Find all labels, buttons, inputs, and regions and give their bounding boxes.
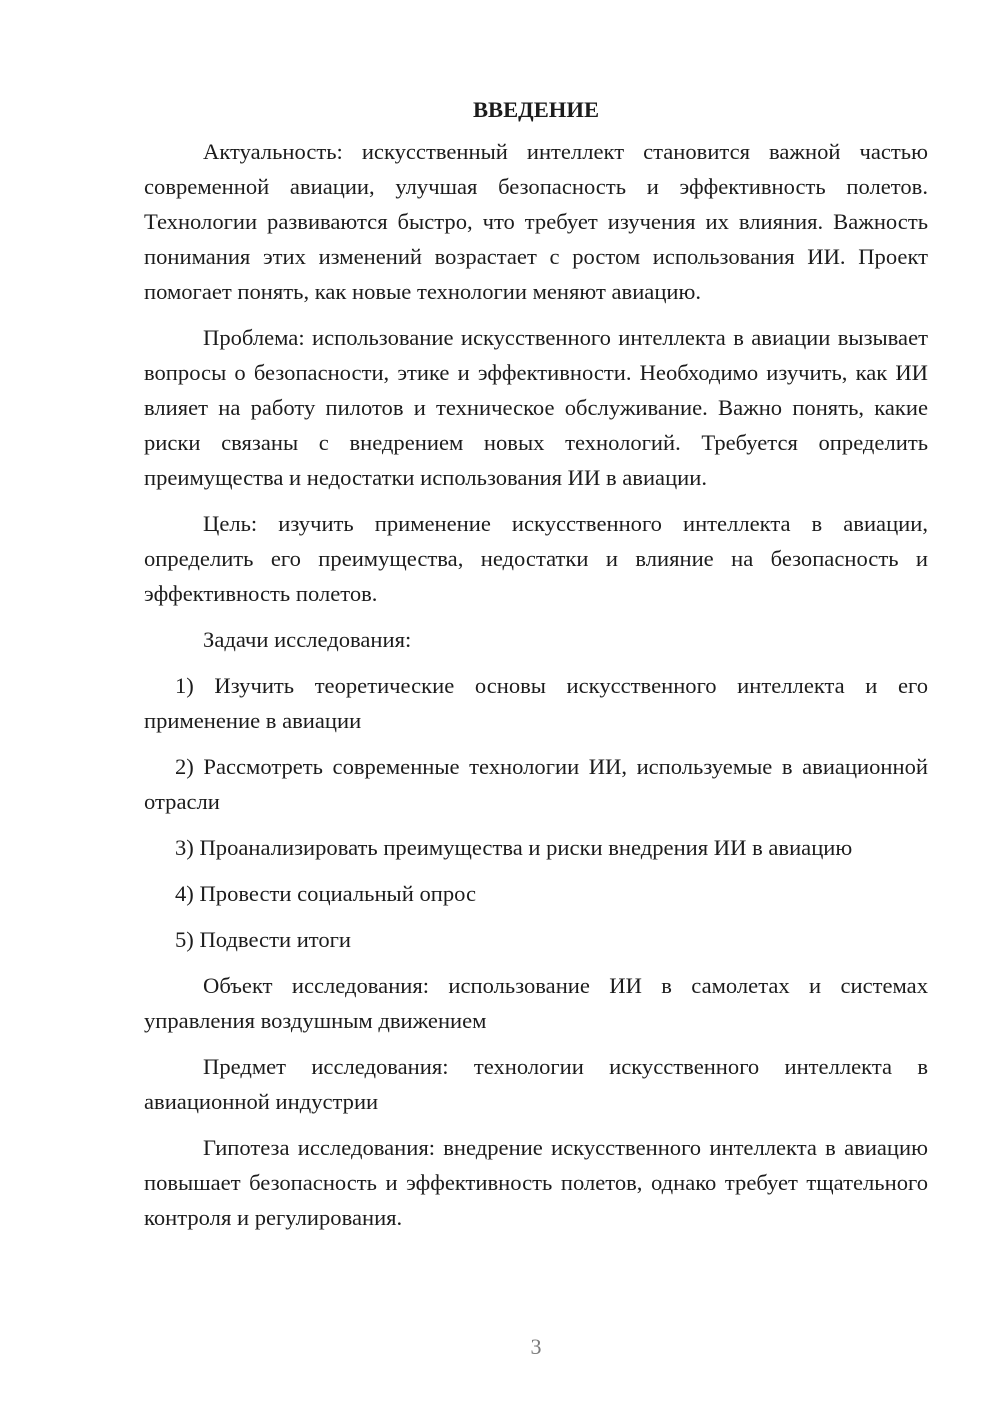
list-item: 2) Рассмотреть современные технологии ИИ, используемые в авиационной отрасли — [144, 754, 928, 814]
page-content — [144, 92, 928, 1235]
list-item: 5) Подвести итоги — [175, 927, 352, 952]
page-number: 3 — [530, 1334, 542, 1359]
page-title: ВВЕДЕНИЕ — [472, 97, 600, 122]
paragraph-hypothesis: Гипотеза исследования: внедрение искусственного интеллекта в авиацию повышает безопасность и эффективность полетов, однако требует тщательного контроля и регулирования. — [144, 1135, 928, 1230]
list-item: 1) Изучить теоретические основы искусственного интеллекта и его применение в авиации — [144, 673, 928, 733]
paragraph-problem: Проблема: использование искусственного интеллекта в авиации вызывает вопросы о безопасности, этике и эффективности. Необходимо изучить, как ИИ влияет на работу пилотов и техническое обслуживание. Важно понять, какие риски связаны с внедрением новых технологий. Требуется определить преимущества и недостатки использования ИИ в авиации. — [144, 325, 928, 490]
paragraph-object: Объект исследования: использование ИИ в самолетах и системах управления воздушным движением — [144, 973, 928, 1033]
list-item: 4) Провести социальный опрос — [175, 881, 477, 906]
list-item: 3) Проанализировать преимущества и риски внедрения ИИ в авиацию — [175, 835, 853, 860]
paragraph-goal: Цель: изучить применение искусственного интеллекта в авиации, определить его преимущества, недостатки и влияние на безопасность и эффективность полетов. — [144, 511, 928, 606]
tasks-list — [144, 668, 928, 957]
paragraph-subject: Предмет исследования: технологии искусственного интеллекта в авиационной индустрии — [144, 1054, 928, 1114]
paragraph-relevance: Актуальность: искусственный интеллект становится важной частью современной авиации, улучшая безопасность и эффективность полетов. Технологии развиваются быстро, что требует изучения их влияния. Важность понимания этих изменений возрастает с ростом использования ИИ. Проект помогает понять, как новые технологии меняют авиацию. — [144, 139, 928, 304]
tasks-heading: Задачи исследования: — [203, 627, 412, 652]
